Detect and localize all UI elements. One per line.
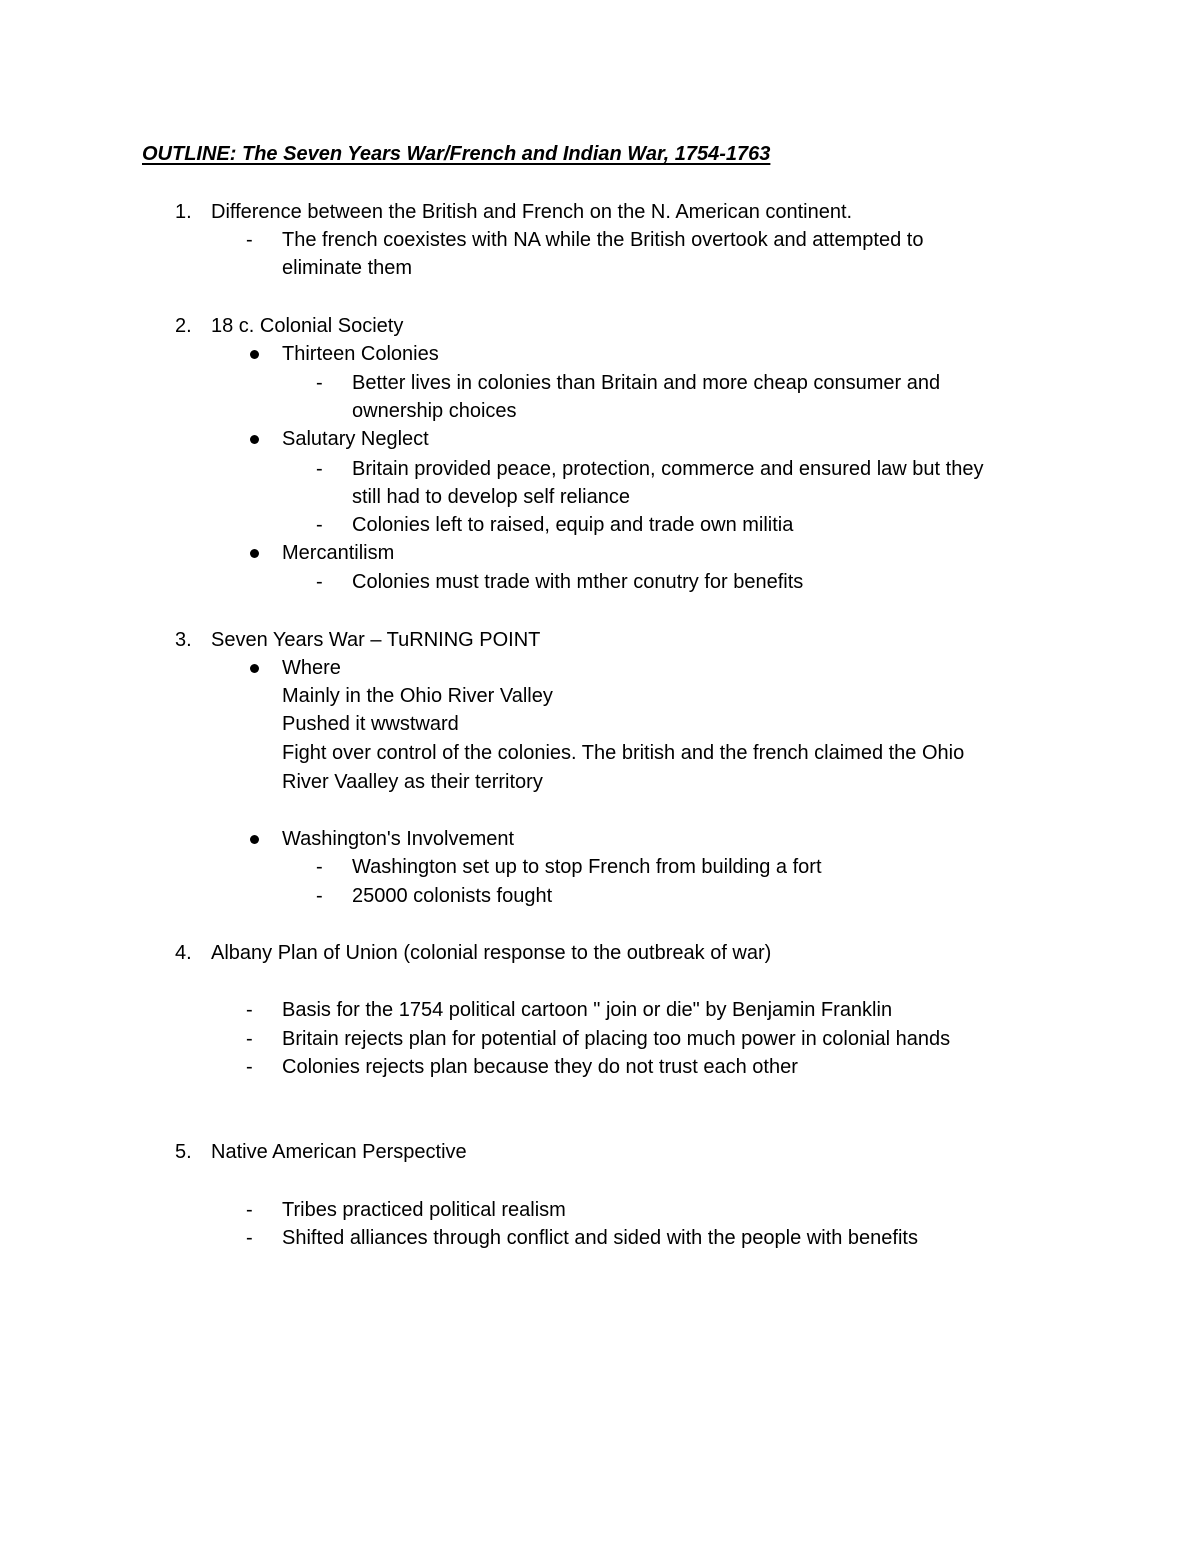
section-number: 1. [175, 201, 192, 223]
list-item-text: eliminate them [282, 257, 413, 279]
list-item-text: Britain provided peace, protection, commerce and ensured law but they [352, 458, 984, 480]
dash-marker: - [316, 885, 323, 907]
bullet-label: Salutary Neglect [282, 428, 429, 450]
bullet-dot [250, 835, 259, 844]
bullet-text: Mainly in the Ohio River Valley [282, 685, 553, 707]
dash-marker: - [246, 1056, 253, 1078]
bullet-dot [250, 350, 259, 359]
bullet-text: Pushed it wwstward [282, 713, 459, 735]
dash-marker: - [246, 1199, 253, 1221]
bullet-label: Mercantilism [282, 542, 395, 564]
dash-marker: - [316, 458, 323, 480]
list-item-text: Britain rejects plan for potential of placing too much power in colonial hands [282, 1028, 951, 1050]
bullet-text: Fight over control of the colonies. The british and the french claimed the Ohio [282, 742, 965, 764]
section-heading: Seven Years War – TuRNING POINT [211, 629, 541, 651]
section-heading: Native American Perspective [211, 1141, 467, 1163]
section-heading: 18 c. Colonial Society [211, 315, 404, 337]
bullet-dot [250, 435, 259, 444]
list-item-text: 25000 colonists fought [352, 885, 553, 907]
dash-marker: - [246, 999, 253, 1021]
dash-marker: - [246, 1227, 253, 1249]
section-heading: Albany Plan of Union (colonial response to the outbreak of war) [211, 942, 772, 964]
list-item-text: still had to develop self reliance [352, 486, 630, 508]
section-heading: Difference between the British and French on the N. American continent. [211, 201, 853, 223]
section-number: 3. [175, 629, 192, 651]
list-item-text: ownership choices [352, 400, 517, 422]
bullet-label: Thirteen Colonies [282, 343, 439, 365]
list-item-text: Shifted alliances through conflict and sided with the people with benefits [282, 1227, 918, 1249]
list-item-text: Colonies left to raised, equip and trade own militia [352, 514, 794, 536]
section-number: 5. [175, 1141, 192, 1163]
section-number: 2. [175, 315, 192, 337]
dash-marker: - [316, 571, 323, 593]
list-item-text: Tribes practiced political realism [282, 1199, 566, 1221]
bullet-dot [250, 549, 259, 558]
dash-marker: - [316, 372, 323, 394]
dash-marker: - [316, 856, 323, 878]
list-item-text: Colonies rejects plan because they do not trust each other [282, 1056, 798, 1078]
dash-marker: - [246, 229, 253, 251]
page-title: OUTLINE: The Seven Years War/French and Indian War, 1754-1763 [142, 143, 771, 165]
section-number: 4. [175, 942, 192, 964]
dash-marker: - [316, 514, 323, 536]
list-item-text: Basis for the 1754 political cartoon " join or die" by Benjamin Franklin [282, 999, 893, 1021]
list-item-text: Washington set up to stop French from building a fort [352, 856, 822, 878]
list-item-text: Better lives in colonies than Britain and more cheap consumer and [352, 372, 941, 394]
bullet-label: Where [282, 657, 341, 679]
dash-marker: - [246, 1028, 253, 1050]
list-item-text: Colonies must trade with mther conutry for benefits [352, 571, 804, 593]
bullet-text: River Vaalley as their territory [282, 771, 543, 793]
bullet-dot [250, 664, 259, 673]
list-item-text: The french coexistes with NA while the British overtook and attempted to [282, 229, 924, 251]
bullet-label: Washington's Involvement [282, 828, 515, 850]
